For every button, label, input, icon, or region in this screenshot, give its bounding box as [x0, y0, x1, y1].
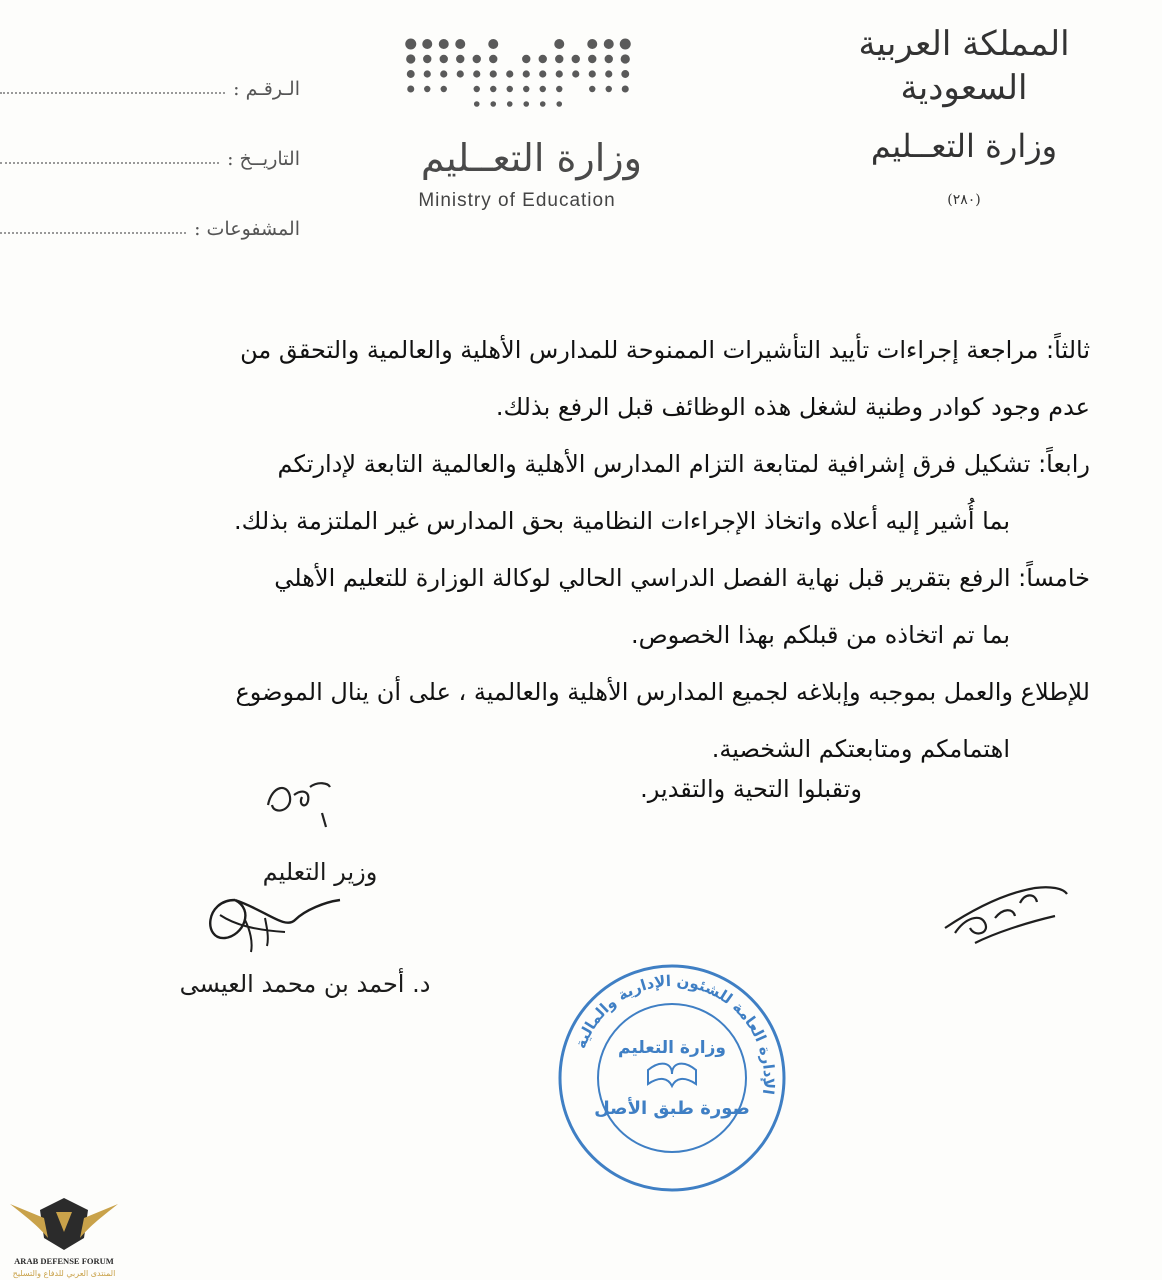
attachments-label: المشفوعات :	[194, 218, 300, 240]
logo-dot	[489, 55, 497, 63]
logo-dot	[507, 101, 513, 107]
date-dotted-line	[0, 161, 219, 164]
logo-dot	[556, 86, 562, 92]
handwritten-initials	[258, 775, 338, 835]
logo-dot	[539, 55, 547, 63]
logo-dot	[605, 70, 612, 77]
attachments-field	[0, 170, 300, 240]
logo-dot	[440, 55, 448, 63]
logo-dot	[490, 101, 496, 107]
logo-dot	[540, 101, 546, 107]
letterhead-right	[814, 22, 1114, 208]
logo-dot	[587, 39, 597, 49]
logo-dot	[407, 70, 415, 78]
ministry-logo	[392, 30, 642, 220]
body-line: اهتمامكم ومتابعتكم الشخصية.	[711, 735, 1010, 763]
body-line: بما أُشير إليه أعلاه واتخاذ الإجراءات النظامية بحق المدارس غير الملتزمة بذلك.	[234, 507, 1010, 535]
logo-dot	[555, 55, 563, 63]
logo-dot	[405, 39, 416, 50]
reviewer-signature	[935, 858, 1075, 948]
forum-logo	[0, 1188, 128, 1280]
logo-arabic-text: وزارة التعــليم	[420, 136, 642, 180]
logo-dot	[490, 70, 497, 77]
number-field	[0, 30, 300, 100]
logo-dot	[424, 86, 430, 92]
logo-dot	[440, 70, 447, 77]
body-line: بما تم اتخاذه من قبلكم بهذا الخصوص.	[630, 621, 1010, 649]
logo-dot	[589, 86, 595, 92]
logo-dot	[605, 55, 613, 63]
body-line: ثالثاً: مراجعة إجراءات تأييد التأشيرات الممنوحة للمدارس الأهلية والعالمية والتحقق من	[240, 336, 1090, 364]
logo-dot	[474, 101, 480, 107]
logo-dot	[622, 85, 629, 92]
logo-dot	[439, 39, 449, 49]
logo-dot	[507, 86, 513, 92]
minister-name: د. أحمد بن محمد العيسى	[179, 970, 431, 998]
logo-dot	[424, 70, 431, 77]
stamp-ring-text: الإدارة العامة للشئون الإدارية والمالية	[571, 971, 779, 1096]
logo-dot	[588, 55, 596, 63]
forum-title: ARAB DEFENSE FORUM	[14, 1256, 114, 1266]
logo-dot	[488, 39, 498, 49]
logo-dot	[473, 70, 480, 77]
ministry-name: وزارة التعــليم	[870, 127, 1058, 165]
logo-dot	[474, 86, 480, 92]
logo-dot	[523, 101, 529, 107]
logo-dot	[523, 70, 530, 77]
logo-dot	[407, 85, 414, 92]
number-label: الـرقـم :	[233, 78, 300, 100]
logo-english-text: Ministry of Education	[418, 190, 616, 211]
book-icon	[648, 1064, 696, 1086]
official-stamp	[552, 958, 792, 1198]
logo-dot	[621, 54, 630, 63]
letterhead-fields	[0, 30, 300, 240]
body-line: للإطلاع والعمل بموجبه وإبلاغه لجميع المدارس الأهلية والعالمية ، على أن ينال الموضوع	[235, 678, 1090, 706]
body-line: عدم وجود كوادر وطنية لشغل هذه الوظائف قبل الرفع بذلك.	[495, 393, 1090, 421]
logo-dot	[572, 70, 579, 77]
attachments-dotted-line	[0, 231, 186, 234]
logo-dot	[556, 101, 562, 107]
minister-signature	[195, 880, 345, 960]
letter-body	[100, 322, 1090, 778]
logo-dot	[606, 86, 612, 92]
logo-dot	[455, 39, 465, 49]
logo-dot	[423, 55, 431, 63]
stamp-inner-ring	[598, 1004, 746, 1152]
logo-dot	[572, 55, 580, 63]
logo-dot	[589, 70, 596, 77]
body-line: خامساً: الرفع بتقرير قبل نهاية الفصل الدراسي الحالي لوكالة الوزارة للتعليم الأهلي	[274, 564, 1090, 592]
logo-dot	[457, 70, 464, 77]
logo-dot	[554, 39, 564, 49]
logo-dot	[441, 86, 447, 92]
date-field	[0, 100, 300, 170]
stamp-true-copy-text: صورة طبق الأصل	[594, 1098, 750, 1119]
closing-greeting: وتقبلوا التحية والتقدير.	[640, 775, 862, 803]
logo-dot	[540, 86, 546, 92]
logo-dot	[406, 54, 415, 63]
logo-dot	[522, 55, 530, 63]
logo-dot	[556, 70, 563, 77]
document-code: (٢٨٠)	[947, 192, 981, 208]
logo-dot	[604, 39, 614, 49]
stamp-ministry-text: وزارة التعليم	[618, 1038, 726, 1058]
forum-subtitle: المنتدى العربي للدفاع والتسليح	[12, 1269, 116, 1278]
kingdom-name: المملكة العربية السعودية	[858, 24, 1070, 108]
logo-dot	[539, 70, 546, 77]
logo-dot	[506, 70, 513, 77]
logo-dot	[490, 86, 496, 92]
logo-dot	[456, 55, 464, 63]
logo-dot	[621, 70, 629, 78]
ministry-dots-icon	[392, 30, 642, 130]
number-dotted-line	[0, 91, 225, 94]
logo-dot	[473, 55, 481, 63]
body-line: رابعاً: تشكيل فرق إشرافية لمتابعة التزام المدارس الأهلية والعالمية التابعة لإدارتكم	[277, 450, 1090, 478]
stamp-outer-ring	[560, 966, 784, 1190]
logo-dot	[422, 39, 432, 49]
minister-title: وزير التعليم	[262, 858, 378, 886]
date-label: التاريــخ :	[227, 148, 300, 170]
logo-dot	[523, 86, 529, 92]
logo-dot	[620, 39, 631, 50]
